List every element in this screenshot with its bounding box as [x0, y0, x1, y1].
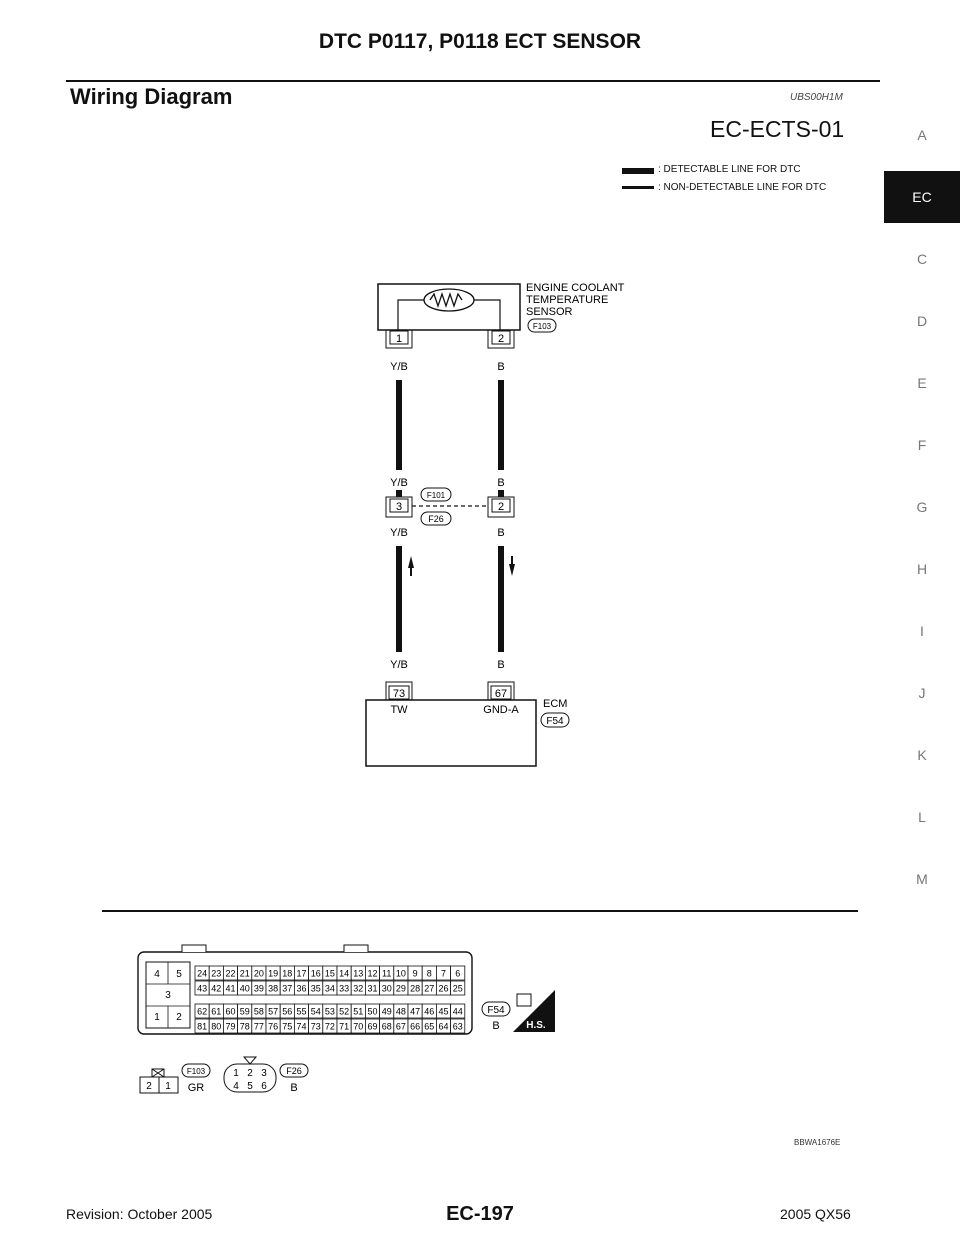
f54-pin-label: 7 — [440, 968, 447, 979]
sensor-connector-id: F103 — [532, 322, 552, 331]
figure-code: BBWA1676E — [794, 1138, 841, 1147]
ecm-connector-id: F54 — [546, 716, 564, 727]
f54-pin-label: 72 — [324, 1021, 335, 1032]
f54-pin-label: 39 — [253, 983, 264, 994]
f54-pin-label: 6 — [455, 968, 461, 979]
f54-pin-label: 38 — [268, 983, 279, 994]
footer-page-number: EC-197 — [446, 1203, 514, 1225]
f54-pin-label: 22 — [225, 968, 236, 979]
f54-pin-label: 60 — [225, 1006, 236, 1017]
tab-j[interactable]: J — [918, 685, 926, 701]
f54-pin-label: 41 — [225, 983, 236, 994]
f54-pin-label: 21 — [239, 968, 250, 979]
tab-ec[interactable]: EC — [884, 171, 960, 223]
sensor-pin-2: 2 — [497, 333, 505, 345]
f54-pin-label: 68 — [381, 1021, 392, 1032]
f54-pin-label: 52 — [339, 1006, 350, 1017]
f54-pin-label: 77 — [253, 1021, 264, 1032]
f54-pin-label: 79 — [225, 1021, 236, 1032]
f54-pin-label: 58 — [253, 1006, 264, 1017]
diagram-id: EC-ECTS-01 — [710, 116, 845, 142]
f26-id: F26 — [286, 1066, 302, 1076]
ecm-pin-right: 67 — [494, 688, 508, 700]
f54-pin-label: 24 — [197, 968, 208, 979]
f54-pin-label: 20 — [253, 968, 264, 979]
wire-color-right-2: B — [497, 477, 505, 489]
f54-pin-label: 18 — [282, 968, 293, 979]
tab-c[interactable]: C — [916, 251, 928, 267]
f54-pin-label: 59 — [239, 1006, 250, 1017]
f54-pin-label: 78 — [239, 1021, 250, 1032]
f54-pin-label: 46 — [424, 1006, 435, 1017]
f54-pin-label: 27 — [424, 983, 435, 994]
f103-id: F103 — [186, 1067, 206, 1076]
f54-pin-label: 37 — [282, 983, 293, 994]
f54-pin-label: 69 — [367, 1021, 378, 1032]
f26-pin-6: 6 — [261, 1081, 267, 1092]
signal-down-arrow-icon — [509, 556, 515, 576]
tab-d[interactable]: D — [916, 313, 928, 329]
thermistor-icon — [424, 289, 474, 311]
f54-pin-label: 23 — [211, 968, 222, 979]
f54-pin-label: 35 — [310, 983, 321, 994]
f54-small-pin-label: 1 — [154, 1012, 160, 1023]
f26-pin-5: 5 — [247, 1081, 253, 1092]
f54-pin-label: 26 — [438, 983, 449, 994]
wire-color-right-3: B — [497, 527, 505, 539]
f54-pin-label: 10 — [395, 968, 406, 979]
section-heading: Wiring Diagram — [70, 84, 233, 109]
tab-m[interactable]: M — [916, 871, 928, 887]
tab-l[interactable]: L — [918, 809, 926, 825]
f54-pin-label: 54 — [310, 1006, 321, 1017]
f54-pin-label: 50 — [367, 1006, 378, 1017]
f103-connector-face — [140, 1069, 178, 1093]
sensor-pin-1: 1 — [395, 333, 403, 345]
f54-pin-label: 11 — [382, 968, 392, 979]
sensor-name-2: TEMPERATURE — [526, 294, 609, 306]
f26-connector-face — [224, 1057, 276, 1092]
signal-up-arrow-icon — [408, 556, 414, 576]
f54-pin-label: 29 — [395, 983, 406, 994]
f54-pin-label: 31 — [367, 983, 378, 994]
f54-pin-label: 25 — [452, 983, 463, 994]
tab-h[interactable]: H — [916, 561, 928, 577]
f54-pin-label: 51 — [353, 1006, 364, 1017]
f54-pin-label: 33 — [339, 983, 350, 994]
f54-pin-label: 63 — [452, 1021, 463, 1032]
ecm-terminal-tw: TW — [390, 704, 408, 716]
page-title: DTC P0117, P0118 ECT SENSOR — [318, 30, 642, 53]
f54-small-pin-label: 3 — [165, 990, 171, 1001]
f26-color: B — [290, 1082, 298, 1094]
f54-pin-label: 44 — [452, 1006, 463, 1017]
f54-pin-label: 17 — [296, 968, 307, 979]
tab-a[interactable]: A — [917, 127, 927, 143]
sensor-name-1: ENGINE COOLANT — [526, 282, 625, 294]
hs-badge-icon — [513, 990, 555, 1032]
footer-revision: Revision: October 2005 — [66, 1206, 213, 1222]
f54-pin-label: 74 — [296, 1021, 307, 1032]
f26-pin-4: 4 — [233, 1081, 239, 1092]
f54-pin-label: 64 — [438, 1021, 449, 1032]
ecm-pin-left: 73 — [392, 688, 406, 700]
wire-color-left-4: Y/B — [390, 659, 408, 671]
legend-detectable-label: : DETECTABLE LINE FOR DTC — [658, 164, 801, 175]
tab-k[interactable]: K — [917, 747, 927, 763]
tab-e[interactable]: E — [917, 375, 927, 391]
hs-badge-label: H.S. — [526, 1020, 546, 1031]
legend-non-detectable-label: : NON-DETECTABLE LINE FOR DTC — [658, 182, 827, 193]
f54-pin-label: 73 — [310, 1021, 321, 1032]
f54-pin-label: 28 — [410, 983, 421, 994]
f54-pin-label: 56 — [282, 1006, 293, 1017]
f54-pin-label: 9 — [412, 968, 418, 979]
f26-pin-1: 1 — [233, 1068, 239, 1079]
f54-pin-label: 67 — [395, 1021, 406, 1032]
footer-model: 2005 QX56 — [780, 1206, 851, 1222]
f54-pin-label: 47 — [410, 1006, 421, 1017]
f54-pin-label: 76 — [268, 1021, 279, 1032]
f54-pin-label: 49 — [381, 1006, 392, 1017]
f54-connector-face — [138, 945, 472, 1034]
f54-id: F54 — [487, 1005, 505, 1016]
f54-small-pin-label: 2 — [176, 1012, 182, 1023]
f54-pin-label: 30 — [381, 983, 392, 994]
f54-pin-label: 66 — [410, 1021, 421, 1032]
f54-pin-label: 61 — [211, 1006, 222, 1017]
ecm-terminal-gnd: GND-A — [483, 704, 519, 716]
f54-pin-label: 53 — [324, 1006, 335, 1017]
f54-pin-label: 40 — [239, 983, 250, 994]
wire-color-left-3: Y/B — [390, 527, 408, 539]
f54-pin-label: 80 — [211, 1021, 222, 1032]
wire-color-left-2: Y/B — [390, 477, 408, 489]
f54-pin-label: 36 — [296, 983, 307, 994]
f54-pin-label: 71 — [339, 1021, 350, 1032]
f26-pin-3: 3 — [261, 1068, 267, 1079]
f54-pin-label: 32 — [353, 983, 364, 994]
tab-f[interactable]: F — [917, 437, 927, 453]
f54-pin-label: 43 — [197, 983, 208, 994]
f54-pin-label: 8 — [426, 968, 432, 979]
figure-separator — [102, 910, 858, 912]
f54-pin-label: 48 — [395, 1006, 406, 1017]
f54-pin-label: 75 — [282, 1021, 293, 1032]
joint-connector-top-id: F101 — [426, 491, 446, 500]
f54-pin-label: 70 — [353, 1021, 364, 1032]
wire-color-right-1: B — [497, 361, 505, 373]
wire-color-right-4: B — [497, 659, 505, 671]
f54-pin-label: 19 — [268, 968, 279, 979]
f54-pin-label: 45 — [438, 1006, 449, 1017]
f54-small-pin-label: 4 — [154, 969, 160, 980]
joint-pin-left: 3 — [395, 501, 403, 513]
f54-pin-label: 12 — [367, 968, 378, 979]
f54-pin-label: 62 — [197, 1006, 208, 1017]
tab-g[interactable]: G — [916, 499, 928, 515]
f26-pin-2: 2 — [247, 1068, 253, 1079]
f103-pin-1: 1 — [165, 1081, 171, 1092]
f54-pin-label: 42 — [211, 983, 222, 994]
section-code: UBS00H1M — [790, 92, 843, 103]
f54-pin-label: 13 — [353, 968, 364, 979]
f54-pin-label: 81 — [197, 1021, 208, 1032]
f54-pin-label: 16 — [310, 968, 321, 979]
f54-pin-label: 34 — [324, 983, 335, 994]
f54-pin-label: 57 — [268, 1006, 279, 1017]
f103-pin-2: 2 — [146, 1081, 152, 1092]
ecm-label: ECM — [543, 698, 568, 710]
f54-pin-label: 55 — [296, 1006, 307, 1017]
f54-pin-label: 14 — [339, 968, 350, 979]
f54-pin-label: 15 — [324, 968, 335, 979]
f103-color: GR — [187, 1082, 205, 1094]
tab-i[interactable]: I — [920, 623, 924, 639]
joint-pin-right: 2 — [497, 501, 505, 513]
wire-color-left-1: Y/B — [390, 361, 408, 373]
f54-small-pin-label: 5 — [176, 969, 182, 980]
f54-color: B — [492, 1020, 500, 1032]
sensor-name-3: SENSOR — [526, 306, 573, 318]
joint-connector-bottom-id: F26 — [428, 514, 444, 524]
f54-pin-label: 65 — [424, 1021, 435, 1032]
